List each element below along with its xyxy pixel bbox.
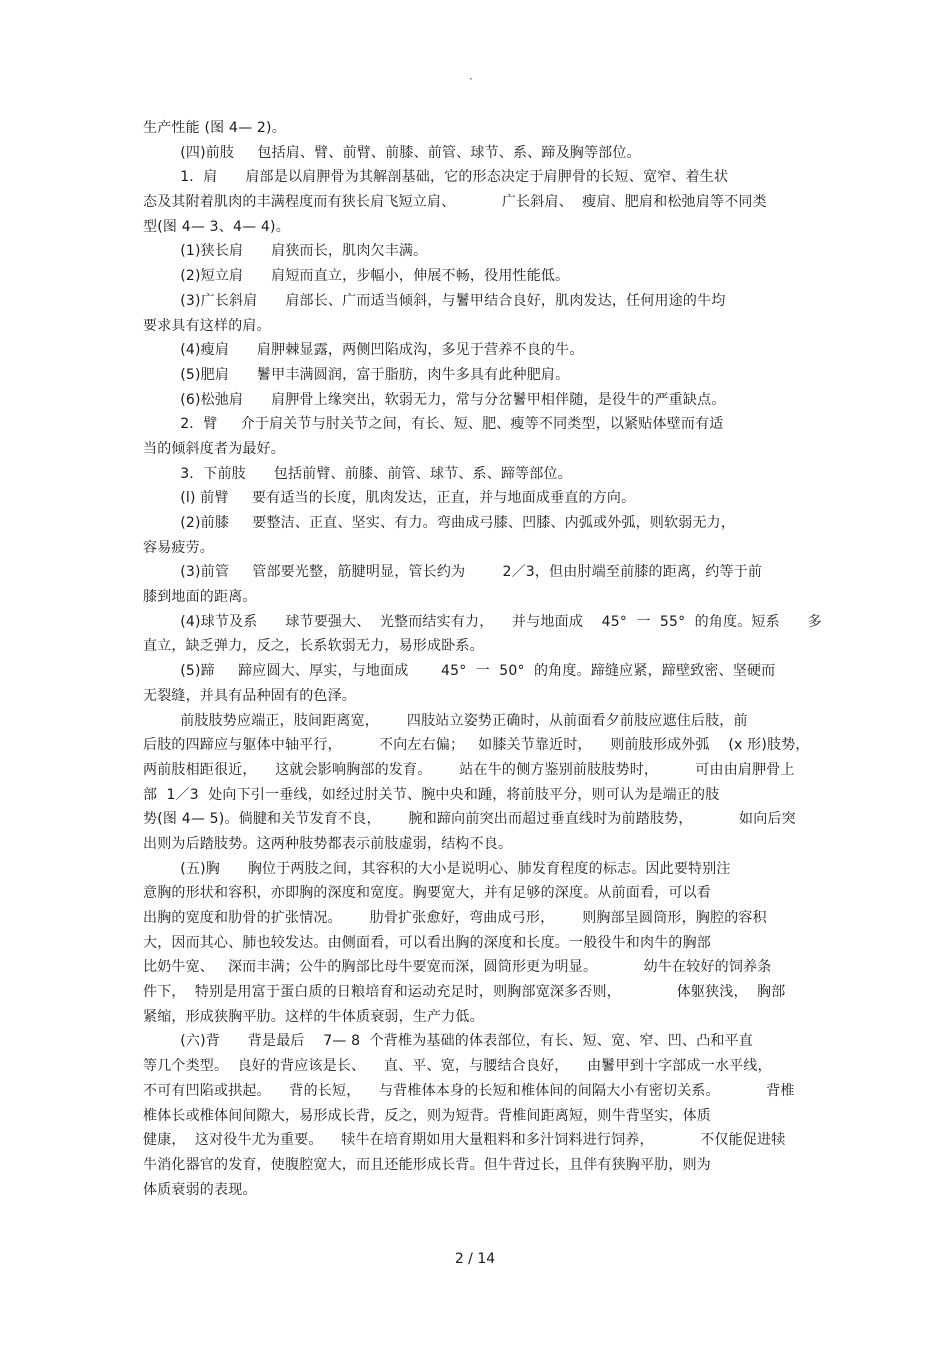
text-line: (3)广长斜肩 肩部长、广而适当倾斜，与鬐甲结合良好，肌肉发达，任何用途的牛均 bbox=[143, 292, 726, 309]
text-line: 3. 下前肢 包括前臂、前膝、前管、球节、系、蹄等部位。 bbox=[143, 465, 572, 482]
text-line: 2. 臂 介于肩关节与肘关节之间，有长、短、肥、瘦等不同类型，以紧贴体壁而有适 bbox=[143, 416, 724, 433]
text-line: 健康， 这对役牛尤为重要。 犊牛在培育期如用大量粗料和多汁饲料进行饲养， 不仅能促进犊 bbox=[143, 1132, 786, 1149]
text-line: (1)狭长肩 肩狭而长，肌肉欠丰满。 bbox=[143, 243, 428, 260]
page-number: 2 / 14 bbox=[454, 1251, 496, 1267]
text-line: 型(图 4— 3、4— 4)。 bbox=[143, 218, 290, 235]
text-line: 要求具有这样的肩。 bbox=[143, 317, 271, 334]
text-line: (六)背 背是最后 7— 8 个背椎为基础的体表部位，有长、短、宽、窄、凹、凸和平直 bbox=[143, 1033, 753, 1050]
header-mark: · bbox=[469, 72, 473, 86]
text-line: 意胸的形状和容积，亦即胸的深度和宽度。胸要宽大，并有足够的深度。从前面看，可以看 bbox=[143, 885, 711, 902]
text-line: 出胸的宽度和肋骨的扩张情况。 肋骨扩张愈好，弯曲成弓形， 则胸部呈圆筒形，胸腔的容积 bbox=[143, 910, 767, 926]
text-line: (2)前膝 要整洁、正直、坚实、有力。弯曲成弓膝、凹膝、内弧或外弧，则软弱无力， bbox=[143, 515, 736, 531]
text-line: 态及其附着肌肉的丰满程度而有狭长肩飞短立肩、 广长斜肩、 瘦肩、肥肩和松弛肩等不同类 bbox=[143, 194, 767, 211]
text-line: 膝到地面的距离。 bbox=[143, 589, 257, 606]
text-line: 前肢肢势应端正，肢间距离宽， 四肢站立姿势正确时，从前面看夕前肢应遮住后肢，前 bbox=[143, 712, 748, 729]
text-line: (5)蹄 蹄应圆大、厚实，与地面成 45° 一 50° 的角度。蹄缝应紧，蹄壁致密、坚硬而 bbox=[143, 663, 776, 680]
text-line: (四)前肢 包括肩、臂、前臂、前膝、前管、球节、系、蹄及胸等部位。 bbox=[143, 144, 641, 161]
text-line: (4)球节及系 球节要强大、 光整而结实有力， 并与地面成 45° 一 55° 的角度。短系 多 bbox=[143, 613, 822, 630]
text-line: 当的倾斜度者为最好。 bbox=[143, 440, 285, 457]
text-line: 直立，缺乏弹力，反之，长系软弱无力，易形成卧系。 bbox=[143, 638, 484, 655]
text-line: 牛消化器官的发育，使腹腔宽大，而且还能形成长背。但牛背过长，且伴有狭胸平肋，则为 bbox=[143, 1156, 711, 1173]
text-line: (6)松弛肩 肩胛骨上缘突出，软弱无力，常与分岔鬐甲相伴随，是役牛的严重缺点。 bbox=[143, 391, 726, 408]
text-line: 大，因而其心、肺也较发达。由侧面看，可以看出胸的深度和长度。一般役牛和肉牛的胸部 bbox=[143, 934, 711, 951]
body-text bbox=[143, 116, 822, 1202]
text-line: 等几个类型。 良好的背应该是长、 直、平、宽，与腰结合良好， 由鬐甲到十字部成一水平线， bbox=[143, 1058, 772, 1075]
text-line: 后肢的四蹄应与躯体中轴平行， 不向左右偏； 如膝关节靠近时， 则前肢形成外弧 (x 形)肢势， bbox=[143, 737, 810, 754]
text-line: 部 1／3 处向下引一垂线，如经过肘关节、腕中央和踵，将前肢平分，则可认为是端正的肢 bbox=[143, 786, 720, 803]
text-line: 生产性能 (图 4— 2)。 bbox=[143, 120, 286, 136]
text-line: 1. 肩 肩部是以肩胛骨为其解剖基础，它的形态决定于肩胛骨的长短、宽窄、着生状 bbox=[143, 169, 729, 186]
text-line: (l) 前臂 要有适当的长度，肌肉发达，正直，并与地面成垂直的方向。 bbox=[143, 490, 636, 507]
text-line: 两前肢相距很近， 这就会影响胸部的发育。 站在牛的侧方鉴别前肢肢势时， 可由由肩胛骨上 bbox=[143, 761, 795, 778]
text-line: 势(图 4— 5)。倘腱和关节发育不良， 腕和蹄向前突出而超过垂直线时为前踏肢势， 如向后突 bbox=[143, 811, 796, 828]
text-line: 比奶牛宽、 深而丰满；公牛的胸部比母牛要宽而深，圆筒形更为明显。 幼牛在较好的饲养条 bbox=[143, 959, 772, 976]
text-line: 不可有凹陷或拱起。 背的长短， 与背椎体本身的长短和椎体间的间隔大小有密切关系。 背椎 bbox=[143, 1082, 795, 1099]
text-line: 出则为后踏肢势。这两种肢势都表示前肢虚弱，结构不良。 bbox=[143, 835, 513, 852]
text-line: 椎体长或椎体间间隙大，易形成长背，反之，则为短背。背椎间距离短，则牛背坚实，体质 bbox=[143, 1107, 711, 1124]
text-line: (五)胸 胸位于两肢之间，其容积的大小是说明心、肺发育程度的标志。因此要特别注 bbox=[143, 860, 731, 877]
text-line: (3)前管 管部要光整，筋腱明显，管长约为 2／3，但由肘端至前膝的距离，约等于前 bbox=[143, 564, 763, 581]
text-line: 无裂缝，并具有品种固有的色泽。 bbox=[143, 687, 356, 704]
text-line: (5)肥肩 鬐甲丰满圆润，富于脂肪，肉牛多具有此种肥肩。 bbox=[143, 366, 570, 383]
text-line: (4)瘦肩 肩胛棘显露，两侧凹陷成沟，多见于营养不良的牛。 bbox=[143, 342, 584, 359]
text-line: 体质衰弱的表现。 bbox=[143, 1181, 257, 1198]
text-line: 件下， 特别是用富于蛋白质的日粮培育和运动充足时，则胸部宽深多否则， 体躯狭浅， 胸部 bbox=[143, 984, 786, 1001]
text-line: 紧缩，形成狭胸平肋。这样的牛体质衰弱，生产力低。 bbox=[143, 1008, 484, 1025]
text-line: (2)短立肩 肩短而直立，步幅小，伸展不畅，役用性能低。 bbox=[143, 268, 570, 285]
text-line: 容易疲劳。 bbox=[143, 539, 214, 556]
